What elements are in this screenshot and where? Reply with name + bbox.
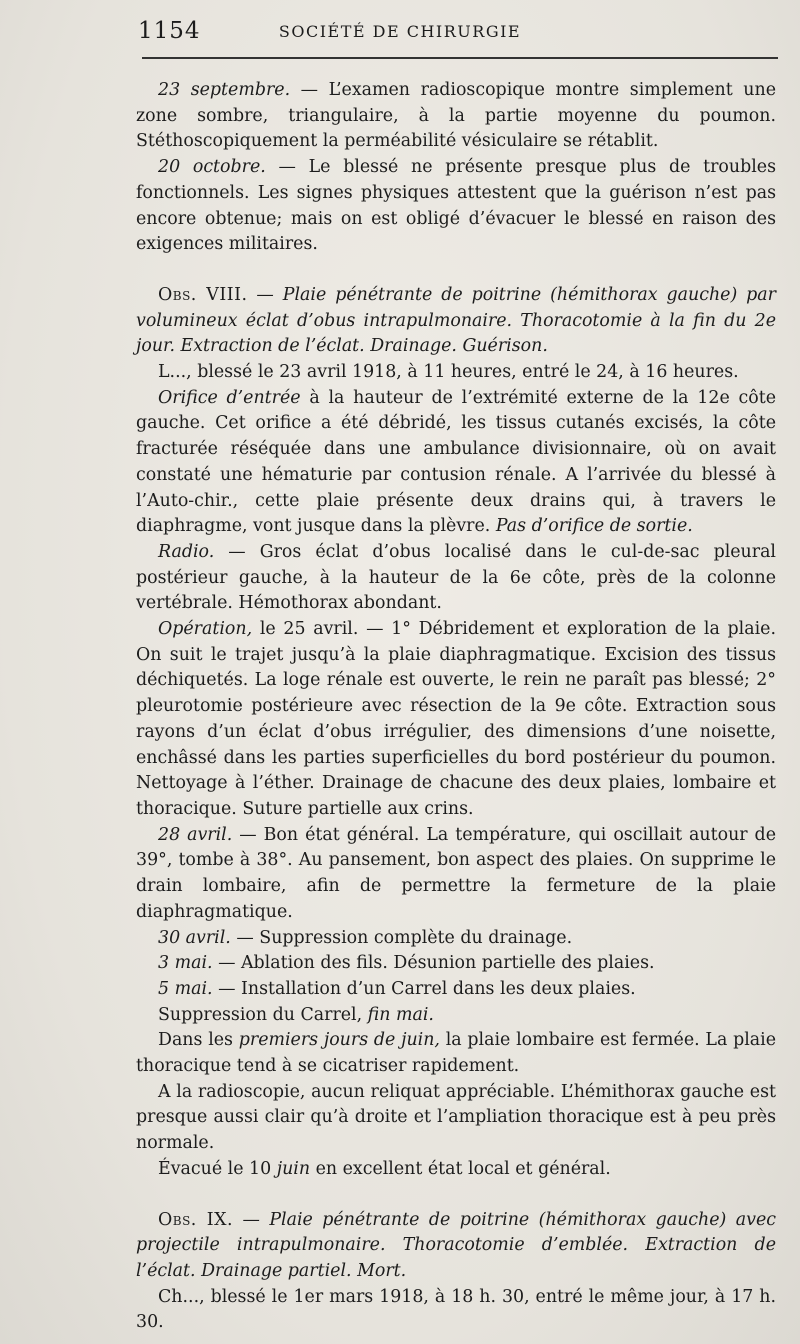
paragraph: Ch..., blessé le 1er mars 1918, à 18 h. 30, entré le même jour, à 17 h. 30. <box>136 1286 776 1333</box>
paragraph-lead: Orifice d’entrée <box>158 387 301 408</box>
paragraph-lead: 23 septembre. <box>158 80 291 100</box>
paragraph: 5 mai. — Installation d’un Carrel dans les deux plaies. <box>158 978 636 999</box>
paragraph-lead: 3 mai. <box>158 953 213 974</box>
paragraph: Opération, le 25 avril. — 1° Débridement et exploration de la plaie. On suit le trajet jusqu’à la plaie diaphragmatique. Excision des tissus déchiquetés. La loge rénale est ouverte, le rein ne paraît pas blessé; 2° pleurotomie postérieure avec résection de la 9e côte. Extraction sous rayons d’un éclat d’obus irrégulier, des dimensions d’une noisette, enchâssé dans les parties superficielles du bord postérieur du poumon. Nettoyage à l’éther. Drainage de chacune des deux plaies, lombaire et thoracique. Suture partielle aux crins. <box>136 619 776 819</box>
paragraph: 3 mai. — Ablation des fils. Désunion partielle des plaies. <box>158 953 655 974</box>
paragraph: Radio. — Gros éclat d’obus localisé dans le cul-de-sac pleural postérieur gauche, à la hauteur de la 6e côte, près de la colonne vertébrale. Hémothorax abondant. <box>136 541 776 614</box>
paragraph: 20 octobre. — Le blessé ne présente presque plus de troubles fonctionnels. Les signes physiques attestent que la guérison n’est pas encore obtenue; mais on est obligé d’évacuer le blessé en raison des exigences militaires. <box>136 157 777 255</box>
observation-title: — Plaie pénétrante de poitrine (hémithorax gauche) avec projectile intrapulmonaire. Thoracotomie d’emblée. Extraction de l’éclat. Drainage partiel. Mort. <box>136 1209 776 1281</box>
paragraph: 23 septembre. — L’examen radioscopique montre simplement une zone sombre, triangulaire, à la partie moyenne du poumon. Stéthoscopiquement la perméabilité vésiculaire se rétablit. <box>136 80 776 152</box>
paragraph: Suppression du Carrel, fin mai. <box>158 1004 434 1025</box>
paragraph: Évacué le 10 juin en excellent état local et général. <box>158 1158 611 1179</box>
paragraph: Orifice d’entrée à la hauteur de l’extrémité externe de la 12e côte gauche. Cet orifice a été débridé, les tissus cutanés excisés, la côte fracturée réséquée dans une ambulance divisionnaire, où on avait constaté une hématurie par contusion rénale. A l’arrivée du blessé à l’Auto-chir., cette plaie présente deux drains qui, à travers le diaphragme, vont jusque dans la plèvre. Pas d’orifice de sortie. <box>136 387 776 537</box>
body-text <box>136 78 776 1336</box>
observation-heading <box>136 1208 776 1285</box>
running-head: SOCIÉTÉ DE CHIRURGIE <box>278 22 522 41</box>
paragraph-lead: 5 mai. <box>158 978 213 999</box>
observation-heading <box>136 283 776 360</box>
paragraph: 28 avril. — Bon état général. La température, qui oscillait autour de 39°, tombe à 38°. Au pansement, bon aspect des plaies. On supprime le drain lombaire, afin de permettre la fermeture de la plaie diaphragmatique. <box>136 824 776 922</box>
paragraph: 30 avril. — Suppression complète du drainage. <box>158 927 573 948</box>
paragraph-lead: Opération, <box>158 619 253 640</box>
paragraph-lead: 30 avril. <box>158 927 231 948</box>
page-header <box>0 18 800 48</box>
paragraph: Dans les premiers jours de juin, la plaie lombaire est fermée. La plaie thoracique tend à se cicatriser rapidement. <box>136 1030 776 1077</box>
header-rule <box>142 57 778 59</box>
paragraph-lead: Radio. <box>158 541 215 562</box>
paragraph: A la radioscopie, aucun reliquat appréciable. L’hémithorax gauche est presque aussi clair qu’à droite et l’ampliation thoracique est à peu près normale. <box>136 1081 776 1154</box>
page-number: 1154 <box>138 18 201 44</box>
observation-label: Obs. VIII. <box>158 284 248 305</box>
observation-title: — Plaie pénétrante de poitrine (hémithorax gauche) par volumineux éclat d’obus intrapulmonaire. Thoracotomie à la fin du 2e jour. Extraction de l’éclat. Drainage. Guérison. <box>136 284 776 357</box>
paragraph: L..., blessé le 23 avril 1918, à 11 heures, entré le 24, à 16 heures. <box>158 362 739 383</box>
paragraph-lead: 20 octobre. <box>158 157 266 178</box>
paragraph-lead: 28 avril. <box>158 824 233 845</box>
observation-label: Obs. IX. <box>158 1209 234 1230</box>
